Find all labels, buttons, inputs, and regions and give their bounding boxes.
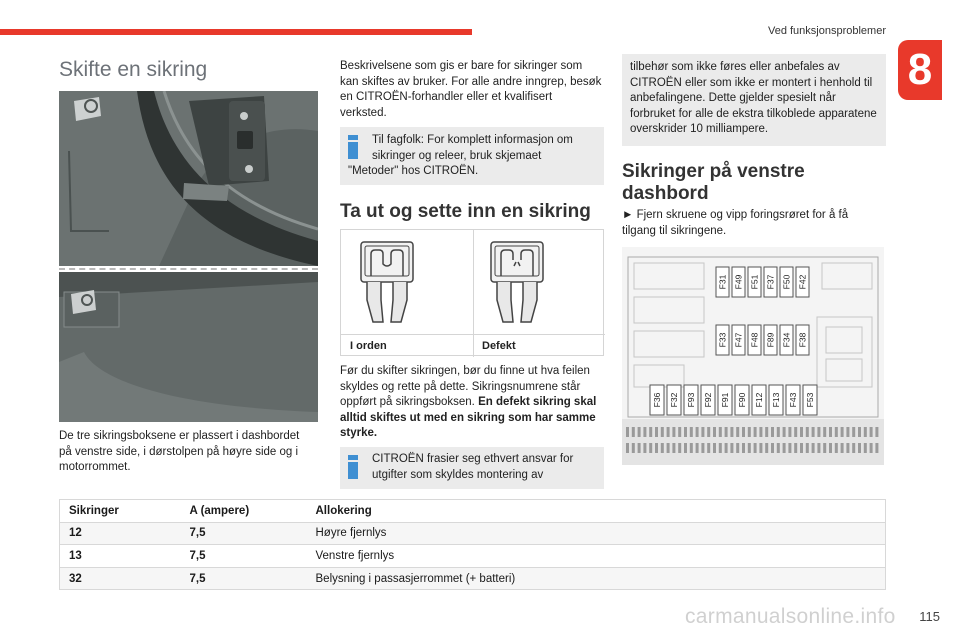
allocation-cell: Høyre fjernlys xyxy=(307,522,886,545)
column-header: Allokering xyxy=(307,500,886,523)
note-text-line1: Til fagfolk: For komplett informasjon om sikringer og releer, bruk skjemaet xyxy=(372,134,573,162)
note-text: tilbehør som ikke føres eller anbefales av CITROËN eller som ikke er montert i henhold til anbefalingene. Dette gjelder spesielt når forbruket for alle de ekstra tilkoblede apparatene overskrider 10 milliampere. xyxy=(630,61,877,136)
fuse-slot-label: F53 xyxy=(805,392,815,408)
replace-instructions-normal: Før du skifter sikringen, bør du finne ut hva feilen skyldes og rette på dette. Sikringsnumrene står oppført på sikringsboksen. xyxy=(340,365,590,409)
fuse-slot-label: F38 xyxy=(797,332,808,348)
table-row xyxy=(60,567,886,590)
page-number: 115 xyxy=(919,609,940,624)
fuse-slot-label: F92 xyxy=(703,392,713,408)
fuse-slot-label: F13 xyxy=(771,392,781,408)
instruction-bullet: ► Fjern skruene og vipp foringsrøret for å få tilgang til sikringene. xyxy=(622,209,849,237)
fuse-number-cell: 12 xyxy=(60,522,181,545)
allocation-cell: Belysning i passasjerrommet (+ batteri) xyxy=(307,567,886,590)
watermark-logo: carmanualsonline.info xyxy=(685,605,896,628)
dashboard-photo-steering xyxy=(59,91,318,266)
fuse-slot-label: F89 xyxy=(765,332,776,348)
intro-text: Beskrivelsene som gis er bare for sikringer som kan skiftes av bruker. For alle andre inngrep, besøk en CITROËN-forhandler eller et kvalifisert verksted. xyxy=(340,60,602,119)
dashboard-photo-panel xyxy=(59,272,318,422)
page-heading: Skifte en sikring xyxy=(59,58,208,81)
left-dashboard-fuses-heading: Sikringer på venstre dashbord xyxy=(622,161,805,204)
fuse-slot-label: F32 xyxy=(669,392,679,408)
amperage-cell: 7,5 xyxy=(181,567,307,590)
fuse-slot-label: F12 xyxy=(754,392,764,408)
fuse-slot-label: F31 xyxy=(717,274,728,290)
replace-instructions-bold: En defekt sikring skal alltid skiftes ut med en sikring som har samme styrke. xyxy=(340,396,597,440)
fuse-ok-label: I orden xyxy=(350,340,387,352)
fuse-slot-label: F43 xyxy=(788,392,798,408)
fuse-slot-label: F91 xyxy=(720,392,730,408)
fuse-slot-label: F51 xyxy=(749,274,760,290)
fuse-allocation-table xyxy=(59,499,886,590)
replace-instructions xyxy=(340,364,604,442)
fuse-slot-label: F50 xyxy=(781,274,792,290)
column-header: Sikringer xyxy=(60,500,181,523)
amperage-cell: 7,5 xyxy=(181,545,307,568)
info-note-professionals xyxy=(340,127,604,185)
fuse-box-location-text: De tre sikringsboksene er plassert i dashbordet på venstre side, i dørstolpen på høyre side og i motorrommet. xyxy=(59,430,300,474)
fuse-slot-label: F37 xyxy=(765,274,776,290)
fuse-slot-label: F34 xyxy=(781,332,792,348)
note-text-line2: "Metoder" hos CITROËN. xyxy=(348,165,479,177)
photo-divider xyxy=(59,268,318,270)
fuse-box-diagram xyxy=(622,247,884,465)
chapter-number-tab: 8 xyxy=(898,40,942,100)
fuse-slot-label: F33 xyxy=(717,332,728,348)
fuse-slot-label: F49 xyxy=(733,274,744,290)
fuse-slot-label: F90 xyxy=(737,392,747,408)
info-icon xyxy=(348,455,358,479)
fuse-slot-label: F42 xyxy=(797,274,808,290)
fuse-number-cell: 32 xyxy=(60,567,181,590)
fuse-slot-label: F36 xyxy=(652,392,662,408)
fuse-ok-icon xyxy=(357,240,417,326)
info-note-continued xyxy=(622,54,886,146)
fuse-slot-label: F47 xyxy=(733,332,744,348)
fuse-defect-label: Defekt xyxy=(482,340,516,352)
fuse-number-cell: 13 xyxy=(60,545,181,568)
section-title: Ved funksjonsproblemer xyxy=(767,25,886,37)
fuse-condition-figure xyxy=(340,229,604,356)
allocation-cell: Venstre fjernlys xyxy=(307,545,886,568)
fuse-defect-icon xyxy=(487,240,547,326)
amperage-cell: 7,5 xyxy=(181,522,307,545)
table-row xyxy=(60,522,886,545)
column-header: A (ampere) xyxy=(181,500,307,523)
header-accent-bar xyxy=(0,29,472,35)
note-text: CITROËN frasier seg ethvert ansvar for utgifter som skyldes montering av xyxy=(372,453,574,481)
fuse-slot-label: F93 xyxy=(686,392,696,408)
info-icon xyxy=(348,135,358,159)
table-row xyxy=(60,545,886,568)
fuse-slot-label: F48 xyxy=(749,332,760,348)
fuse-replace-heading: Ta ut og sette inn en sikring xyxy=(340,201,591,222)
table-header-row xyxy=(60,500,886,523)
info-note-liability xyxy=(340,447,604,489)
